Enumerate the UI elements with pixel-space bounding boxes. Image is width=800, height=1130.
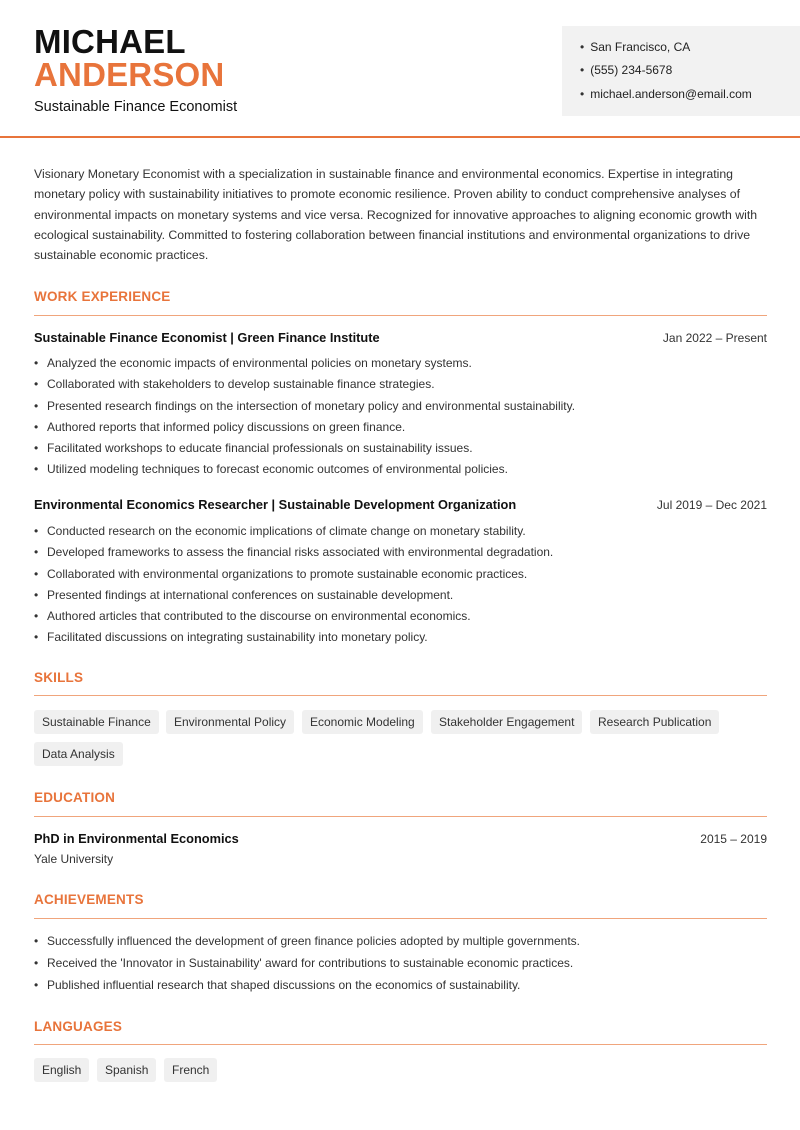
list-item: • Utilized modeling techniques to forecast economic outcomes of environmental policies. [34, 462, 769, 483]
education-degree: PhD in Environmental Economics [34, 831, 239, 846]
job-entry-header [34, 330, 767, 348]
summary-paragraph: Visionary Monetary Economist with a specialization in sustainable finance and environmental economics. Expertise in integrating monetary policy with sustainability initiatives to promote economic resilience. Proven ability to conduct comprehensive analyses of environmental impacts on monetary systems and vice versa. Recognized for innovative approaches to aligning economic growth with ecological sustainability. Committed to fostering collaboration between financial institutions and environmental organizations to drive sustainable economic practices. [34, 167, 758, 263]
list-item: • Facilitated discussions on integrating sustainability into monetary policy. [34, 630, 769, 651]
resume-header [0, 0, 800, 138]
list-item: • Received the 'Innovator in Sustainability' award for contributions to sustainable economic practices. [34, 956, 769, 978]
skill-chip: Research Publication [590, 710, 719, 734]
first-name: MICHAEL [34, 23, 186, 60]
list-item: • Presented research findings on the intersection of monetary policy and environmental sustainability. [34, 399, 769, 420]
section-divider [34, 1044, 767, 1045]
skills-heading: SKILLS [34, 670, 84, 685]
achievements-list [34, 934, 769, 1000]
job-title: Sustainable Finance Economist [34, 99, 238, 115]
contact-phone: • (555) 234-5678 [580, 63, 672, 77]
job-bullets [34, 524, 769, 652]
section-divider [34, 315, 767, 316]
skill-chip: Data Analysis [34, 742, 123, 766]
skill-chip: Environmental Policy [166, 710, 294, 734]
list-item: • Authored reports that informed policy discussions on green finance. [34, 420, 769, 441]
list-item: • Conducted research on the economic implications of climate change on monetary stability. [34, 524, 769, 545]
skill-chip: Stakeholder Engagement [431, 710, 582, 734]
contact-email[interactable]: • michael.anderson@email.com [580, 87, 752, 101]
language-chip: English [34, 1058, 89, 1082]
section-divider [34, 695, 767, 696]
education-heading: EDUCATION [34, 790, 116, 805]
list-item: • Facilitated workshops to educate financial professionals on sustainability issues. [34, 441, 769, 462]
skill-chip: Economic Modeling [302, 710, 423, 734]
job-dates: Jan 2022 – Present [662, 331, 767, 345]
contact-box [562, 26, 800, 116]
language-chip: French [164, 1058, 217, 1082]
list-item: • Developed frameworks to assess the financial risks associated with environmental degradation. [34, 545, 769, 566]
achievements-heading: ACHIEVEMENTS [34, 892, 144, 907]
list-item: • Published influential research that shaped discussions on the economics of sustainability. [34, 978, 769, 1000]
job-role: Sustainable Finance Economist | Green Finance Institute [34, 330, 380, 345]
section-divider [34, 816, 767, 817]
job-entry-header [34, 497, 767, 515]
contact-location: • San Francisco, CA [580, 40, 690, 54]
list-item: • Collaborated with environmental organizations to promote sustainable economic practices. [34, 567, 769, 588]
job-dates: Jul 2019 – Dec 2021 [656, 498, 767, 512]
list-item: • Authored articles that contributed to the discourse on environmental economics. [34, 609, 769, 630]
list-item: • Successfully influenced the development of green finance policies adopted by multiple governments. [34, 934, 769, 956]
work-experience-heading: WORK EXPERIENCE [34, 289, 171, 304]
skill-chip: Sustainable Finance [34, 710, 159, 734]
job-bullets [34, 356, 769, 484]
languages-heading: LANGUAGES [34, 1019, 123, 1034]
list-item: • Collaborated with stakeholders to develop sustainable finance strategies. [34, 377, 769, 398]
last-name: ANDERSON [34, 56, 225, 93]
education-dates: 2015 – 2019 [700, 832, 767, 846]
list-item: • Analyzed the economic impacts of environmental policies on monetary systems. [34, 356, 769, 377]
education-school: Yale University [34, 852, 114, 866]
education-entry-header [34, 831, 767, 846]
list-item: • Presented findings at international conferences on sustainable development. [34, 588, 769, 609]
language-chip: Spanish [97, 1058, 156, 1082]
section-divider [34, 918, 767, 919]
job-role: Environmental Economics Researcher | Sustainable Development Organization [34, 497, 517, 512]
